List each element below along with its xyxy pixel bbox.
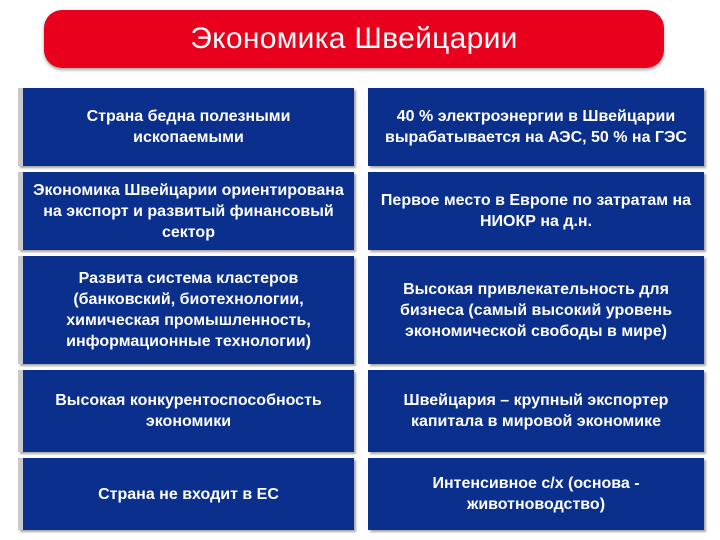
facts-grid [18,88,704,530]
fact-left-2: Экономика Швейцарии ориентирована на экспорт и развитый финансовый сектор [18,172,354,250]
fact-left-3: Развита система кластеров (банковский, биотехнологии, химическая промышленность, информационные технологии) [18,256,354,364]
fact-right-2: Первое место в Европе по затратам на НИОКР на д.н. [368,172,704,250]
fact-right-3: Высокая привлекательность для бизнеса (самый высокий уровень экономической свободы в мире) [368,256,704,364]
fact-right-4: Швейцария – крупный экспортер капитала в мировой экономике [368,370,704,452]
fact-left-1: Страна бедна полезными ископаемыми [18,88,354,166]
title-banner [44,10,664,68]
fact-right-5: Интенсивное с/х (основа - животноводство) [368,458,704,530]
page-title: Экономика Швейцарии [190,22,518,55]
fact-right-1: 40 % электроэнергии в Швейцарии вырабатывается на АЭС, 50 % на ГЭС [368,88,704,166]
fact-left-5: Страна не входит в ЕС [18,458,354,530]
fact-left-4: Высокая конкурентоспособность экономики [18,370,354,452]
